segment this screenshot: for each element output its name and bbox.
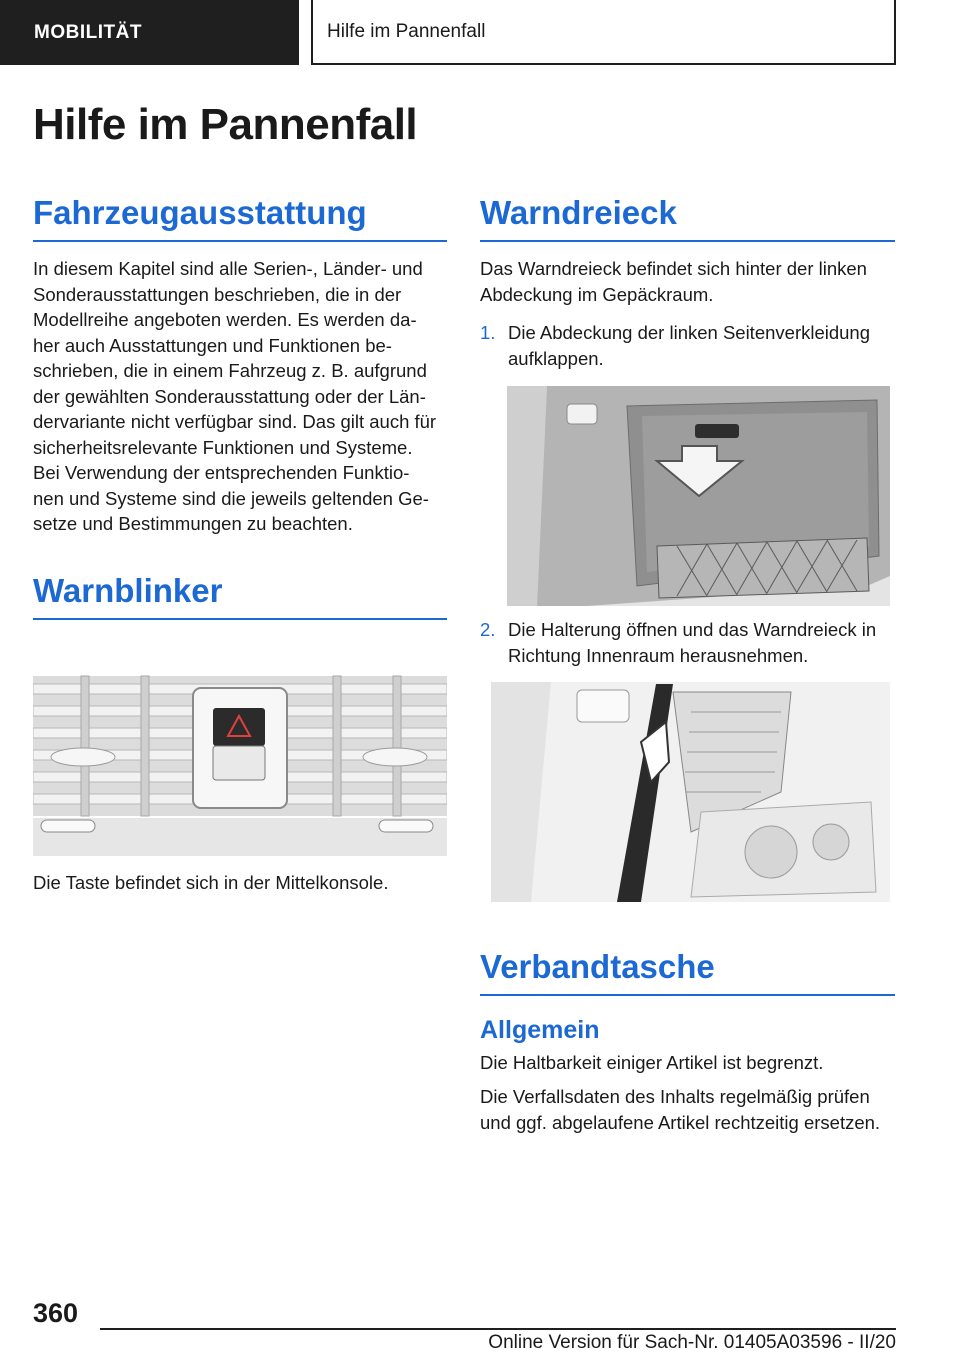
section-label: MOBILITÄT	[34, 21, 142, 43]
text-line: Modellreihe angeboten werden. Es werden da‐	[33, 309, 417, 330]
text-line: Das Warndreieck befindet sich hinter der linken	[480, 258, 867, 279]
step-number: 1.	[480, 322, 496, 343]
warnblinker-caption: Die Taste befindet sich in der Mittelkonsole.	[33, 872, 389, 893]
fahrzeugausstattung-paragraph	[33, 256, 453, 537]
section-tab	[0, 0, 299, 65]
heading-allgemein: Allgemein	[480, 1016, 600, 1044]
text-line: setze und Bestimmungen zu beachten.	[33, 513, 353, 534]
text-line: sicherheitsrelevante Funktionen und Systeme.	[33, 436, 413, 458]
step-1	[480, 320, 900, 372]
triangle-holder-illustration	[491, 682, 890, 902]
text-line: und ggf. abgelaufene Artikel rechtzeitig ersetzen.	[480, 1111, 881, 1133]
page-number: 360	[33, 1298, 79, 1328]
text-line: der gewählten Sonderausstattung oder der Län‐	[33, 385, 426, 407]
verbandtasche-para-1: Die Haltbarkeit einiger Artikel ist begrenzt.	[480, 1052, 824, 1073]
step-number: 2.	[480, 619, 496, 640]
heading-verbandtasche: Verbandtasche	[480, 948, 895, 996]
heading-warndreieck: Warndreieck	[480, 194, 895, 242]
text-line: In diesem Kapitel sind alle Serien-, Länder- und	[33, 258, 423, 279]
step-2	[480, 617, 900, 669]
text-line: Bei Verwendung der entsprechenden Funktio‐	[33, 462, 410, 483]
text-line: nen und Systeme sind die jeweils geltenden Ge‐	[33, 487, 429, 509]
text-line: Abdeckung im Gepäckraum.	[480, 283, 714, 305]
text-line: Die Verfallsdaten des Inhalts regelmäßig prüfen	[480, 1086, 870, 1107]
trunk-cover-illustration	[507, 386, 890, 606]
text-line: schrieben, die in einem Fahrzeug z. B. aufgrund	[33, 360, 427, 381]
hazard-button-illustration	[33, 636, 447, 856]
warndreieck-intro	[480, 256, 900, 307]
heading-fahrzeugausstattung: Fahrzeugausstattung	[33, 194, 447, 242]
text-line: dervariante nicht verfügbar sind. Das gilt auch für	[33, 411, 437, 432]
footer-divider	[100, 1328, 896, 1330]
chapter-tab	[311, 0, 896, 65]
heading-warnblinker: Warnblinker	[33, 572, 447, 620]
text-line: aufklappen.	[508, 348, 604, 369]
text-line: Sonderausstattungen beschrieben, die in der	[33, 283, 402, 305]
text-line: Die Halterung öffnen und das Warndreieck in	[508, 619, 877, 640]
page-title: Hilfe im Pannenfall	[33, 100, 418, 149]
chapter-label: Hilfe im Pannenfall	[327, 20, 486, 42]
verbandtasche-para-2	[480, 1084, 900, 1135]
step-text	[508, 617, 876, 669]
text-line: her auch Ausstattungen und Funktionen be‐	[33, 334, 392, 356]
step-text	[508, 320, 870, 372]
footer-text: Online Version für Sach-Nr. 01405A03596 - II/20	[488, 1332, 896, 1353]
text-line: Richtung Innenraum herausnehmen.	[508, 645, 809, 666]
text-line: Die Abdeckung der linken Seitenverkleidung	[508, 322, 871, 343]
